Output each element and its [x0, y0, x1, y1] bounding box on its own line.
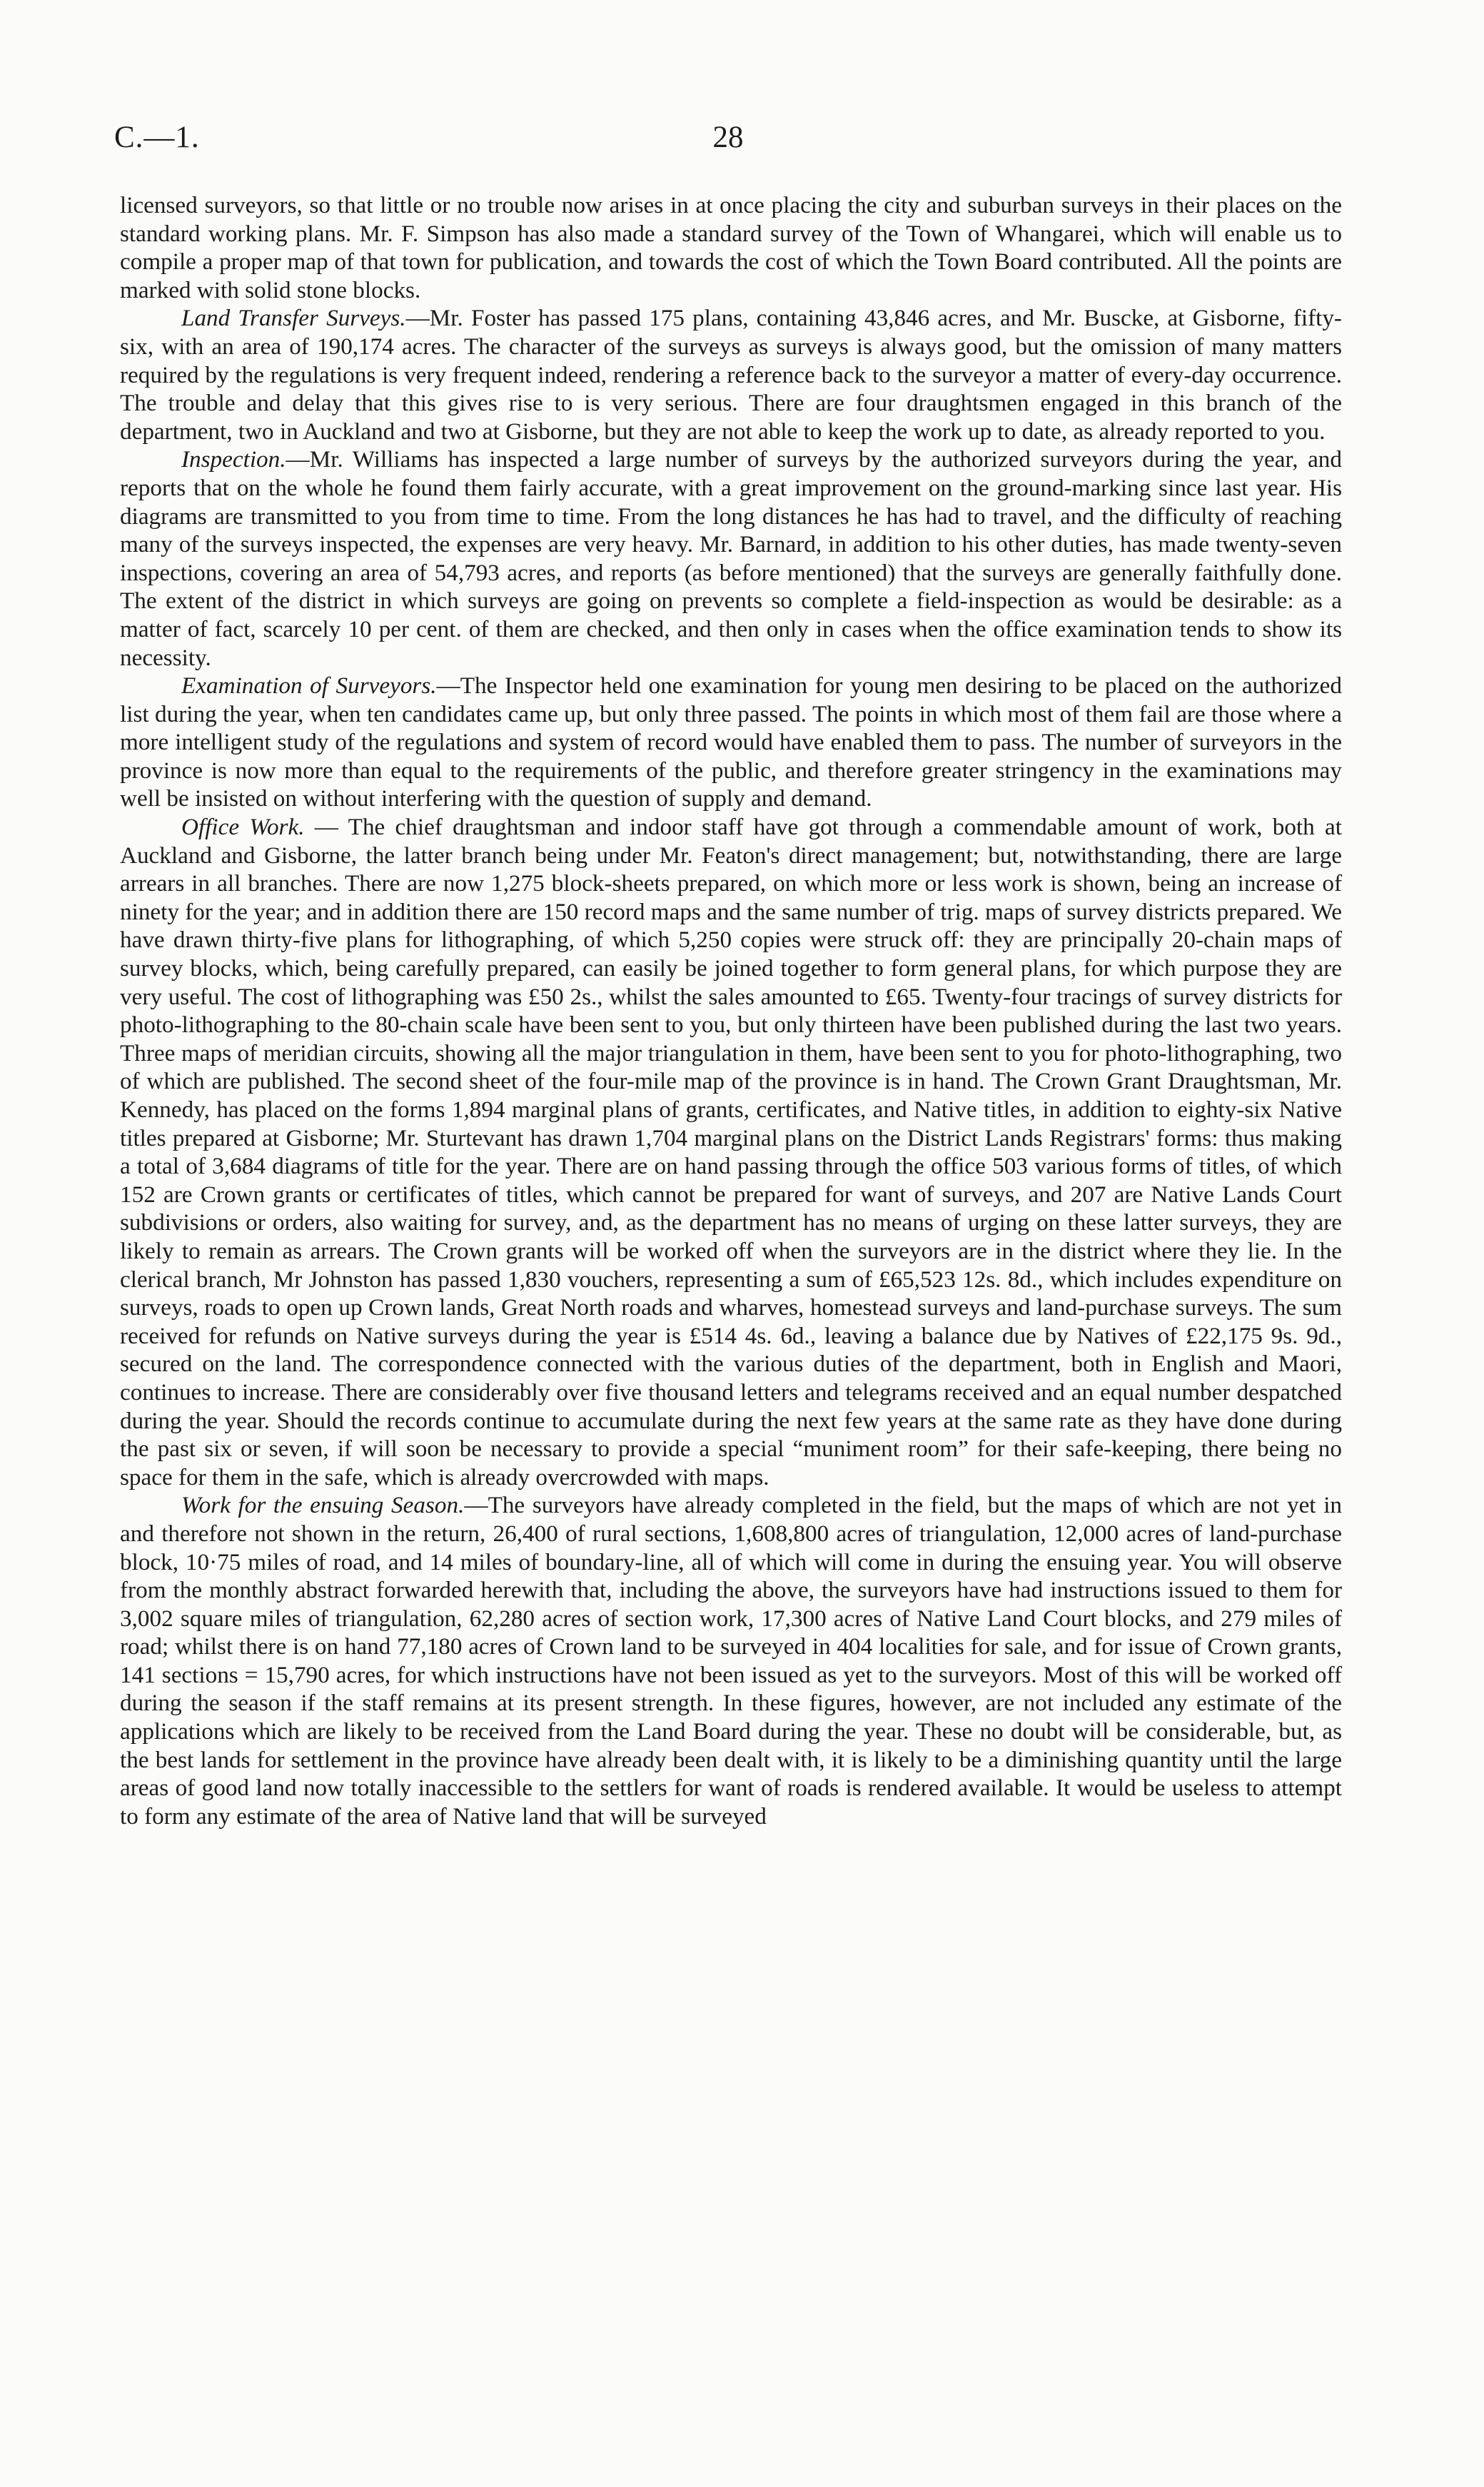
paragraph-text: —Mr. Foster has passed 175 plans, containing 43,846 acres, and Mr. Buscke, at Gisborne, fifty-six, with an area of 190,174 acres. The character of the surveys as surveys is always good, but the omission of many matters required by the regulations is very frequent indeed, rendering a reference back to the surveyor a matter of every-day occurrence. The trouble and delay that this gives rise to is very serious. There are four draughtsmen engaged in this branch of the department, two in Auckland and two at Gisborne, but they are not able to keep the work up to date, as already reported to you. — [120, 305, 1342, 445]
paragraph-text: licensed surveyors, so that little or no trouble now arises in at once placing the city and suburban surveys in their places on the standard working plans. Mr. F. Simpson has also made a standard survey of the Town of Whangarei, which will enable us to compile a proper map of that town for publication, and towards the cost of which the Town Board contributed. All the points are marked with solid stone blocks. — [120, 192, 1342, 303]
paragraph-heading: Work for the ensuing Season. — [181, 1492, 465, 1519]
paragraph-land-transfer-surveys — [120, 304, 1342, 445]
paragraph-licensed-surveyors — [120, 191, 1342, 304]
paragraph-inspection — [120, 445, 1342, 672]
paragraph-text: —Mr. Williams has inspected a large number of surveys by the authorized surveyors during the year, and reports that on the whole he found them fairly accurate, with a great improvement on the ground-marking since last year. His diagrams are transmitted to you from time to time. From the long distances he has had to travel, and the difficulty of reaching many of the surveys inspected, the expenses are very heavy. Mr. Barnard, in addition to his other duties, has made twenty-seven inspections, covering an area of 54,793 acres, and reports (as before mentioned) that the surveys are generally faithfully done. The extent of the district in which surveys are going on prevents so complete a field-inspection as would be desirable: as a matter of fact, scarcely 10 per cent. of them are checked, and then only in cases when the office examination tends to show its necessity. — [120, 446, 1342, 671]
report-body — [120, 191, 1342, 1830]
paragraph-examination-of-surveyors — [120, 672, 1342, 813]
paragraph-heading: Land Transfer Surveys. — [181, 305, 406, 332]
page-number: 28 — [712, 121, 744, 154]
paragraph-text: —The surveyors have already completed in the field, but the maps of which are not yet in and therefore not shown in the return, 26,400 of rural sections, 1,608,800 acres of triangulation, 12,000 acres of land-purchase block, 10·75 miles of road, and 14 miles of boundary-line, all of which will come in during the ensuing year. You will observe from the monthly abstract forwarded herewith that, including the above, the surveyors have had instructions issued to them for 3,002 square miles of triangulation, 62,280 acres of section work, 17,300 acres of Native Land Court blocks, and 279 miles of road; whilst there is on hand 77,180 acres of Crown land to be surveyed in 404 localities for sale, and for issue of Crown grants, 141 sections = 15,790 acres, for which instructions have not been issued as yet to the surveyors. Most of this will be worked off during the season if the staff remains at its present strength. In these figures, however, are not included any estimate of the applications which are likely to be received from the Land Board during the year. These no doubt will be considerable, but, as the best lands for settlement in the province have already been dealt with, it is likely to be a diminishing quantity until the large areas of good land now totally inaccessible to the settlers for want of roads is rendered available. It would be useless to attempt to form any estimate of the area of Native land that will be surveyed — [120, 1492, 1343, 1830]
page-header — [114, 120, 1342, 163]
paragraph-text: — The chief draughtsman and indoor staff have got through a commendable amount of work, both at Auckland and Gisborne, the latter branch being under Mr. Featon's direct management; but, notwithstanding, there are large arrears in all branches. There are now 1,275 block-sheets prepared, on which more or less work is shown, being an increase of ninety for the year; and in addition there are 150 record maps and the same number of trig. maps of survey districts prepared. We have drawn thirty-five plans for lithographing, of which 5,250 copies were struck off: they are principally 20-chain maps of survey blocks, which, being carefully prepared, can easily be joined together to form general plans, for which purpose they are very useful. The cost of lithographing was £50 2s., whilst the sales amounted to £65. Twenty-four tracings of survey districts for photo-lithographing to the 80-chain scale have been sent to you, but only thirteen have been published during the last two years. Three maps of meridian circuits, showing all the major triangulation in them, have been sent to you for photo-lithographing, two of which are published. The second sheet of the four-mile map of the province is in hand. The Crown Grant Draughtsman, Mr. Kennedy, has placed on the forms 1,894 marginal plans of grants, certificates, and Native titles, in addition to eighty-six Native titles prepared at Gisborne; Mr. Sturtevant has drawn 1,704 marginal plans on the District Lands Registrars' forms: thus making a total of 3,684 diagrams of title for the year. There are on hand passing through the office 503 various forms of titles, of which 152 are Crown grants or certificates of titles, which cannot be prepared for want of surveys, and 207 are Native Lands Court subdivisions or orders, also waiting for survey, and, as the department has no means of urging on these latter surveys, they are likely to remain as arrears. The Crown grants will be worked off when the surveyors are in the district where they lie. In the clerical branch, Mr Johnston has passed 1,830 vouchers, representing a sum of £65,523 12s. 8d., which includes expenditure on surveys, roads to open up Crown lands, Great North roads and wharves, homestead surveys and land-purchase surveys. The sum received for refunds on Native surveys during the year is £514 4s. 6d., leaving a balance due by Natives of £22,175 9s. 9d., secured on the land. The correspondence connected with the various duties of the department, both in English and Maori, continues to increase. There are considerably over five thousand letters and telegrams received and an equal number despatched during the year. Should the records continue to accumulate during the next few years at the same rate as they have done during the past six or seven, if will soon be necessary to provide a special “muniment room” for their safe-keeping, there being no space for them in the safe, which is already overcrowded with maps. — [120, 814, 1342, 1490]
document-reference: C.—1. — [114, 121, 200, 154]
paragraph-heading: Examination of Surveyors. — [181, 672, 437, 700]
paragraph-work-ensuing-season — [120, 1491, 1342, 1830]
paragraph-text: —The Inspector held one examination for young men desiring to be placed on the authorized list during the year, when ten candidates came up, but only three passed. The points in which most of them fail are those where a more intelligent study of the regulations and system of record would have enabled them to pass. The number of surveyors in the province is now more than equal to the requirements of the public, and therefore greater stringency in the examinations may well be insisted on without interfering with the question of supply and demand. — [120, 672, 1342, 812]
paragraph-office-work — [120, 813, 1342, 1491]
paragraph-heading: Inspection. — [181, 446, 286, 473]
paragraph-heading: Office Work. — [181, 814, 305, 841]
